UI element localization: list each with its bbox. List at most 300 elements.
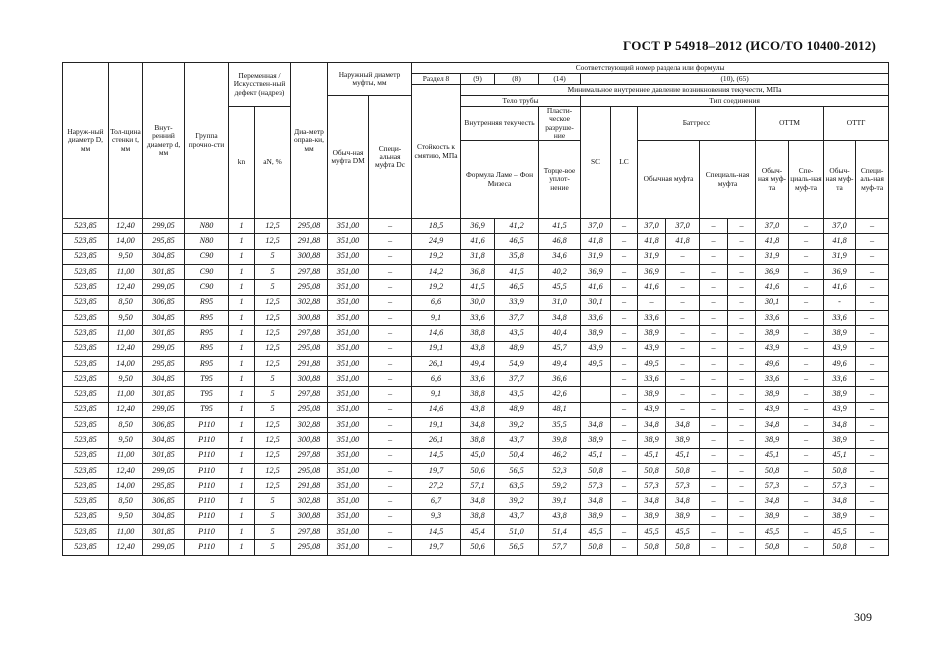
table-cell: 351,00 bbox=[328, 234, 369, 249]
table-cell: 50,8 bbox=[581, 540, 611, 555]
table-cell: – bbox=[856, 417, 889, 432]
table-cell: 41,8 bbox=[666, 234, 700, 249]
table-cell: 523,85 bbox=[63, 356, 109, 371]
table-cell: 1 bbox=[229, 525, 255, 540]
table-cell: – bbox=[789, 326, 824, 341]
table-cell: P110 bbox=[185, 463, 229, 478]
table-cell: 351,00 bbox=[328, 433, 369, 448]
table-row bbox=[63, 234, 889, 249]
table-cell: 11,00 bbox=[109, 525, 143, 540]
table-cell: – bbox=[789, 280, 824, 295]
table-cell: 31,0 bbox=[539, 295, 581, 310]
table-cell: 48,9 bbox=[495, 341, 539, 356]
table-cell: 50,8 bbox=[666, 463, 700, 478]
table-cell: 299,05 bbox=[143, 341, 185, 356]
table-cell: 12,5 bbox=[255, 479, 291, 494]
table-cell: 54,9 bbox=[495, 356, 539, 371]
table-cell: P110 bbox=[185, 494, 229, 509]
table-cell: 33,6 bbox=[461, 372, 495, 387]
table-cell: 14,00 bbox=[109, 356, 143, 371]
table-cell: 38,8 bbox=[461, 387, 495, 402]
table-cell: 5 bbox=[255, 540, 291, 555]
table-cell: 12,5 bbox=[255, 463, 291, 478]
table-cell: 523,85 bbox=[63, 479, 109, 494]
table-cell: 12,5 bbox=[255, 234, 291, 249]
table-cell: 40,4 bbox=[539, 326, 581, 341]
table-cell: – bbox=[789, 463, 824, 478]
table-cell: – bbox=[789, 402, 824, 417]
table-cell: 523,85 bbox=[63, 234, 109, 249]
table-cell: – bbox=[728, 494, 756, 509]
table-cell: – bbox=[611, 310, 638, 325]
table-cell: – bbox=[611, 326, 638, 341]
table-cell: 50,8 bbox=[666, 540, 700, 555]
table-cell: 36,9 bbox=[824, 265, 856, 280]
table-cell: – bbox=[856, 280, 889, 295]
table-cell: 11,00 bbox=[109, 265, 143, 280]
table-cell: 41,6 bbox=[581, 280, 611, 295]
table-cell: 1 bbox=[229, 234, 255, 249]
table-cell: 12,5 bbox=[255, 310, 291, 325]
table-cell: 50,6 bbox=[461, 463, 495, 478]
table-cell: 1 bbox=[229, 280, 255, 295]
table-row bbox=[63, 372, 889, 387]
header-special-coupling: Специаль-ная муфта bbox=[700, 141, 756, 219]
table-row bbox=[63, 540, 889, 555]
table-cell: – bbox=[856, 479, 889, 494]
table-cell: - bbox=[824, 295, 856, 310]
table-cell: 523,85 bbox=[63, 463, 109, 478]
table-cell: – bbox=[856, 433, 889, 448]
table-cell: – bbox=[700, 387, 728, 402]
table-cell: – bbox=[611, 219, 638, 234]
table-cell: – bbox=[728, 402, 756, 417]
table-cell: 45,5 bbox=[539, 280, 581, 295]
table-cell: 304,85 bbox=[143, 249, 185, 264]
table-cell: 34,8 bbox=[581, 494, 611, 509]
table-cell: – bbox=[700, 479, 728, 494]
table-cell: – bbox=[856, 341, 889, 356]
table-cell: – bbox=[728, 341, 756, 356]
table-cell: – bbox=[369, 372, 412, 387]
table-body bbox=[63, 219, 889, 556]
table-cell: – bbox=[856, 249, 889, 264]
table-cell: – bbox=[666, 387, 700, 402]
table-cell: 37,0 bbox=[638, 219, 666, 234]
table-cell: – bbox=[700, 265, 728, 280]
header-lame-mises: Формула Ламе – Фон Мизеса bbox=[461, 141, 539, 219]
table-cell: 1 bbox=[229, 265, 255, 280]
table-cell: 45,5 bbox=[756, 525, 789, 540]
table-cell: 1 bbox=[229, 295, 255, 310]
table-cell: 1 bbox=[229, 417, 255, 432]
table-cell: 295,85 bbox=[143, 234, 185, 249]
table-cell: – bbox=[789, 356, 824, 371]
table-cell: – bbox=[728, 234, 756, 249]
table-cell: 43,7 bbox=[495, 433, 539, 448]
table-cell: – bbox=[856, 310, 889, 325]
table-cell: – bbox=[369, 463, 412, 478]
table-cell: – bbox=[728, 219, 756, 234]
table-cell: 300,88 bbox=[291, 372, 328, 387]
table-cell: R95 bbox=[185, 326, 229, 341]
table-cell: 351,00 bbox=[328, 326, 369, 341]
table-cell: – bbox=[789, 433, 824, 448]
table-cell: – bbox=[728, 433, 756, 448]
table-cell: – bbox=[611, 433, 638, 448]
table-cell: 300,88 bbox=[291, 509, 328, 524]
table-cell: 12,5 bbox=[255, 295, 291, 310]
table-cell: T95 bbox=[185, 402, 229, 417]
table-cell: 5 bbox=[255, 525, 291, 540]
table-cell: 12,40 bbox=[109, 341, 143, 356]
table-cell: 33,6 bbox=[461, 310, 495, 325]
table-cell: 43,9 bbox=[581, 341, 611, 356]
table-cell: 41,6 bbox=[461, 234, 495, 249]
table-cell: – bbox=[856, 265, 889, 280]
table-cell: 33,9 bbox=[495, 295, 539, 310]
table-cell: 45,5 bbox=[666, 525, 700, 540]
table-cell: – bbox=[789, 479, 824, 494]
header-formula-14: (14) bbox=[539, 74, 581, 85]
table-cell: 1 bbox=[229, 326, 255, 341]
table-cell: 5 bbox=[255, 249, 291, 264]
table-row bbox=[63, 341, 889, 356]
table-cell: 5 bbox=[255, 372, 291, 387]
table-cell: 523,85 bbox=[63, 402, 109, 417]
table-cell: 43,5 bbox=[495, 326, 539, 341]
table-cell: 34,8 bbox=[756, 494, 789, 509]
table-cell: – bbox=[700, 234, 728, 249]
table-cell: P110 bbox=[185, 433, 229, 448]
table-cell: – bbox=[789, 310, 824, 325]
table-row bbox=[63, 326, 889, 341]
table-cell: 45,1 bbox=[581, 448, 611, 463]
table-cell: 351,00 bbox=[328, 417, 369, 432]
table-cell: – bbox=[369, 479, 412, 494]
header-pipe-body: Тело трубы bbox=[461, 96, 581, 107]
table-cell: 14,6 bbox=[412, 326, 461, 341]
header-coupling-special: Специ-альная муфта Dc bbox=[369, 96, 412, 219]
table-cell: 351,00 bbox=[328, 310, 369, 325]
table-cell: – bbox=[369, 540, 412, 555]
table-cell: – bbox=[700, 280, 728, 295]
table-cell: 295,85 bbox=[143, 479, 185, 494]
table-cell: – bbox=[856, 295, 889, 310]
table-cell bbox=[581, 387, 611, 402]
table-cell: 33,6 bbox=[824, 310, 856, 325]
table-cell: 295,08 bbox=[291, 402, 328, 417]
table-cell: 1 bbox=[229, 219, 255, 234]
table-cell: 1 bbox=[229, 372, 255, 387]
table-cell: 304,85 bbox=[143, 433, 185, 448]
table-cell: – bbox=[369, 356, 412, 371]
table-cell: 295,08 bbox=[291, 280, 328, 295]
table-cell: – bbox=[666, 341, 700, 356]
table-row bbox=[63, 448, 889, 463]
table-cell: – bbox=[700, 433, 728, 448]
table-cell: 30,1 bbox=[581, 295, 611, 310]
table-cell: 37,7 bbox=[495, 372, 539, 387]
table-cell: – bbox=[666, 280, 700, 295]
table-cell: – bbox=[789, 219, 824, 234]
header-an: aN, % bbox=[255, 107, 291, 219]
table-cell: 1 bbox=[229, 494, 255, 509]
header-buttress: Баттресс bbox=[638, 107, 756, 141]
table-cell: 38,9 bbox=[581, 433, 611, 448]
table-row bbox=[63, 433, 889, 448]
table-cell: 45,1 bbox=[824, 448, 856, 463]
table-cell: 50,8 bbox=[756, 463, 789, 478]
table-cell: 304,85 bbox=[143, 509, 185, 524]
table-cell: 302,88 bbox=[291, 417, 328, 432]
table-cell: 19,1 bbox=[412, 417, 461, 432]
table-cell: – bbox=[856, 448, 889, 463]
table-cell: 36,9 bbox=[461, 219, 495, 234]
table-cell: 299,05 bbox=[143, 280, 185, 295]
table-cell: 45,0 bbox=[461, 448, 495, 463]
table-cell: C90 bbox=[185, 265, 229, 280]
table-cell: 295,08 bbox=[291, 463, 328, 478]
table-cell: – bbox=[856, 234, 889, 249]
table-cell: 45,5 bbox=[581, 525, 611, 540]
table-cell: 34,8 bbox=[666, 417, 700, 432]
table-cell: 38,9 bbox=[824, 326, 856, 341]
table-row bbox=[63, 295, 889, 310]
table-cell: 39,8 bbox=[539, 433, 581, 448]
table-cell: 59,2 bbox=[539, 479, 581, 494]
table-cell: 43,9 bbox=[638, 402, 666, 417]
table-cell: – bbox=[856, 540, 889, 555]
table-cell: 46,8 bbox=[539, 234, 581, 249]
table-cell: 1 bbox=[229, 387, 255, 402]
table-cell: 38,9 bbox=[638, 433, 666, 448]
table-cell: 37,0 bbox=[581, 219, 611, 234]
header-formula-10-65: (10), (65) bbox=[581, 74, 889, 85]
table-row bbox=[63, 479, 889, 494]
table-row bbox=[63, 387, 889, 402]
table-cell: 26,1 bbox=[412, 356, 461, 371]
table-cell: 34,8 bbox=[581, 417, 611, 432]
table-cell: – bbox=[856, 387, 889, 402]
table-cell: N80 bbox=[185, 234, 229, 249]
table-cell: – bbox=[611, 402, 638, 417]
header-ottg: ОТТГ bbox=[824, 107, 889, 141]
header-ottg-special: Специ-аль-ная муф-та bbox=[856, 141, 889, 219]
table-cell: 41,6 bbox=[638, 280, 666, 295]
table-cell: 297,88 bbox=[291, 525, 328, 540]
table-cell: 24,9 bbox=[412, 234, 461, 249]
table-cell: – bbox=[789, 372, 824, 387]
table-cell: 45,7 bbox=[539, 341, 581, 356]
table-cell: 38,9 bbox=[756, 433, 789, 448]
table-cell: 37,0 bbox=[666, 219, 700, 234]
table-cell: 351,00 bbox=[328, 387, 369, 402]
table-cell: 36,9 bbox=[638, 265, 666, 280]
table-cell: 295,85 bbox=[143, 356, 185, 371]
table-cell: – bbox=[611, 494, 638, 509]
table-cell: – bbox=[611, 479, 638, 494]
table-cell: 14,00 bbox=[109, 479, 143, 494]
table-cell: 6,6 bbox=[412, 295, 461, 310]
header-wall-thickness: Тол-щина стенки t, мм bbox=[109, 63, 143, 219]
table-cell: N80 bbox=[185, 219, 229, 234]
table-cell: 38,9 bbox=[581, 326, 611, 341]
header-coupling-od: Наружный диаметр муфты, мм bbox=[328, 63, 412, 96]
table-cell: – bbox=[700, 525, 728, 540]
table-cell: 301,85 bbox=[143, 265, 185, 280]
table-row bbox=[63, 249, 889, 264]
table-cell: – bbox=[789, 494, 824, 509]
header-formula-9: (9) bbox=[461, 74, 495, 85]
table-cell: – bbox=[728, 525, 756, 540]
table-cell: – bbox=[856, 372, 889, 387]
table-cell: 56,5 bbox=[495, 540, 539, 555]
table-cell: 46,5 bbox=[495, 280, 539, 295]
table-cell: – bbox=[666, 265, 700, 280]
table-cell: 38,8 bbox=[461, 326, 495, 341]
header-internal-yield: Внутренняя текучесть bbox=[461, 107, 539, 141]
table-cell: – bbox=[611, 387, 638, 402]
table-cell: 30,1 bbox=[756, 295, 789, 310]
table-cell: T95 bbox=[185, 372, 229, 387]
table-cell: – bbox=[369, 341, 412, 356]
table-cell: 12,5 bbox=[255, 356, 291, 371]
table-cell: – bbox=[666, 310, 700, 325]
table-cell: 41,6 bbox=[756, 280, 789, 295]
table-cell: – bbox=[611, 372, 638, 387]
table-cell: – bbox=[728, 372, 756, 387]
table-cell: – bbox=[369, 249, 412, 264]
table-cell: – bbox=[728, 356, 756, 371]
table-cell: 35,5 bbox=[539, 417, 581, 432]
table-cell: 33,6 bbox=[756, 310, 789, 325]
table-cell: 295,08 bbox=[291, 219, 328, 234]
table-cell: 37,7 bbox=[495, 310, 539, 325]
table-cell: 351,00 bbox=[328, 280, 369, 295]
table-cell: 6,7 bbox=[412, 494, 461, 509]
table-cell: – bbox=[369, 417, 412, 432]
table-cell: 43,9 bbox=[638, 341, 666, 356]
table-cell: 523,85 bbox=[63, 295, 109, 310]
table-cell: – bbox=[789, 417, 824, 432]
table-cell: 57,1 bbox=[461, 479, 495, 494]
table-cell: 12,5 bbox=[255, 417, 291, 432]
table-cell: 523,85 bbox=[63, 341, 109, 356]
table-cell: – bbox=[611, 265, 638, 280]
table-cell: – bbox=[700, 356, 728, 371]
table-cell: 49,6 bbox=[824, 356, 856, 371]
header-plastic-rupture: Пласти-ческое разруше-ние bbox=[539, 107, 581, 141]
table-cell: – bbox=[700, 219, 728, 234]
table-cell: 34,8 bbox=[539, 310, 581, 325]
table-cell: 57,3 bbox=[666, 479, 700, 494]
header-regular-coupling: Обычная муфта bbox=[638, 141, 700, 219]
table-cell bbox=[581, 372, 611, 387]
table-cell: 351,00 bbox=[328, 372, 369, 387]
table-cell: 33,6 bbox=[638, 310, 666, 325]
header-ottm-regular: Обыч-ная муф-та bbox=[756, 141, 789, 219]
table-cell: 52,3 bbox=[539, 463, 581, 478]
table-cell: 299,05 bbox=[143, 540, 185, 555]
table-cell: – bbox=[728, 295, 756, 310]
table-cell: 300,88 bbox=[291, 433, 328, 448]
table-cell: – bbox=[728, 463, 756, 478]
table-cell: – bbox=[728, 387, 756, 402]
table-cell: – bbox=[369, 509, 412, 524]
table-row bbox=[63, 494, 889, 509]
table-cell: 34,8 bbox=[461, 494, 495, 509]
table-cell: 38,9 bbox=[666, 433, 700, 448]
table-cell: 31,9 bbox=[824, 249, 856, 264]
table-cell: – bbox=[611, 540, 638, 555]
table-cell: 41,5 bbox=[495, 265, 539, 280]
header-variable-defect: Переменная /Искусствен-ный дефект (надрез) bbox=[229, 63, 291, 107]
table-cell: 304,85 bbox=[143, 372, 185, 387]
table-cell: – bbox=[789, 265, 824, 280]
table-cell: 9,50 bbox=[109, 310, 143, 325]
table-cell: 51,4 bbox=[539, 525, 581, 540]
table-cell: – bbox=[700, 448, 728, 463]
table-cell: 36,6 bbox=[539, 372, 581, 387]
table-cell: – bbox=[638, 295, 666, 310]
table-cell: 351,00 bbox=[328, 463, 369, 478]
table-cell: 57,3 bbox=[581, 479, 611, 494]
table-cell: 43,9 bbox=[824, 402, 856, 417]
table-cell: 33,6 bbox=[756, 372, 789, 387]
table-cell: – bbox=[728, 310, 756, 325]
table-cell: – bbox=[369, 402, 412, 417]
table-cell: P110 bbox=[185, 479, 229, 494]
table-cell: – bbox=[700, 341, 728, 356]
table-cell: 34,8 bbox=[666, 494, 700, 509]
table-cell: 9,50 bbox=[109, 249, 143, 264]
table-cell: 300,88 bbox=[291, 249, 328, 264]
table-row bbox=[63, 280, 889, 295]
table-cell: 14,00 bbox=[109, 234, 143, 249]
table-cell: 299,05 bbox=[143, 402, 185, 417]
table-cell: 523,85 bbox=[63, 265, 109, 280]
table-cell: 34,8 bbox=[756, 417, 789, 432]
table-cell: 41,2 bbox=[495, 219, 539, 234]
table-cell: R95 bbox=[185, 356, 229, 371]
header-formula-8: (8) bbox=[495, 74, 539, 85]
table-cell: 50,6 bbox=[461, 540, 495, 555]
table-cell: 27,2 bbox=[412, 479, 461, 494]
table-cell: 301,85 bbox=[143, 387, 185, 402]
table-cell: 523,85 bbox=[63, 387, 109, 402]
table-cell: 43,8 bbox=[461, 402, 495, 417]
table-cell: – bbox=[611, 463, 638, 478]
table-cell: – bbox=[611, 249, 638, 264]
table-cell: 302,88 bbox=[291, 295, 328, 310]
table-cell: 8,50 bbox=[109, 494, 143, 509]
pipe-data-table bbox=[62, 62, 889, 556]
table-cell: 39,2 bbox=[495, 417, 539, 432]
table-cell: 14,6 bbox=[412, 402, 461, 417]
table-cell: 57,7 bbox=[539, 540, 581, 555]
table-cell: 351,00 bbox=[328, 219, 369, 234]
table-cell: – bbox=[856, 463, 889, 478]
table-cell: 9,50 bbox=[109, 509, 143, 524]
header-kn: kn bbox=[229, 107, 255, 219]
table-cell: P110 bbox=[185, 509, 229, 524]
document-header: ГОСТ Р 54918–2012 (ИСО/ТО 10400-2012) bbox=[623, 38, 876, 53]
table-row bbox=[63, 219, 889, 234]
table-cell: 43,8 bbox=[539, 509, 581, 524]
table-cell: 34,8 bbox=[824, 494, 856, 509]
table-cell: 43,5 bbox=[495, 387, 539, 402]
